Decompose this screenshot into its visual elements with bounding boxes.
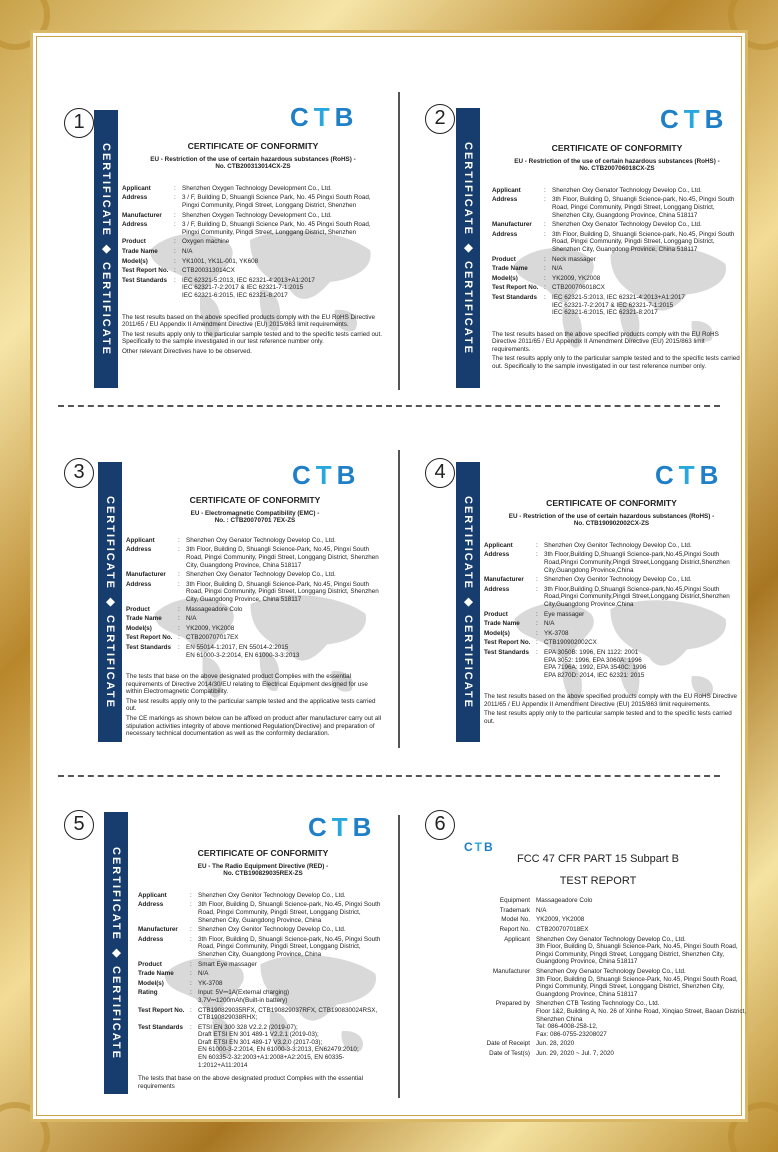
field-row xyxy=(122,267,384,275)
field-label: Trade Name xyxy=(122,247,158,255)
field-row xyxy=(484,630,739,638)
field-value: CTB200313014CX xyxy=(182,267,235,275)
field-row xyxy=(138,892,388,900)
field-row xyxy=(126,571,384,579)
field-value: N/A xyxy=(536,906,547,914)
field-colon: : xyxy=(174,276,176,284)
certificate-title: CERTIFICATE OF CONFORMITY xyxy=(546,498,677,508)
field-row xyxy=(492,187,742,195)
field-label: Test Report No. xyxy=(484,639,531,647)
field-colon: : xyxy=(174,257,176,265)
statement-paragraph: The tests that base on the above designated product Complies with the essential requirements of Directive 2014/30/EU relating to Electrical Equipment designed for use within Electromagnetic Compatibility. xyxy=(126,673,368,696)
field-label: Model(s) xyxy=(126,624,152,632)
field-row xyxy=(122,238,384,246)
certificate-title: CERTIFICATE OF CONFORMITY xyxy=(197,848,329,858)
certificate-side-band: CERTIFICATE ◆ CERTIFICATE xyxy=(94,110,118,388)
field-row xyxy=(450,968,746,998)
field-colon: : xyxy=(544,255,546,263)
field-value: N/A xyxy=(182,247,193,255)
field-value: CTB190902002CX xyxy=(544,639,597,647)
field-row xyxy=(138,936,388,959)
field-label: Test Report No. xyxy=(138,1006,185,1014)
field-label: Manufacturer xyxy=(126,571,166,579)
row-divider xyxy=(58,775,720,777)
field-colon: : xyxy=(190,901,192,909)
field-row xyxy=(450,926,746,934)
field-row xyxy=(450,936,746,966)
field-value: YK-3708 xyxy=(198,979,223,987)
field-label: Address xyxy=(492,196,518,204)
field-label: Test Report No. xyxy=(126,634,173,642)
field-row xyxy=(492,256,742,264)
field-label: Product xyxy=(492,255,516,263)
field-row xyxy=(492,284,742,292)
field-row xyxy=(450,907,746,915)
field-label: Trade Name xyxy=(484,620,520,628)
field-value: Shenzhen Oxy Genator Technology Develop Co., Ltd. 3th Floor, Building D, Shuangli Science-Park, No.45, Pingxi South Road, Pingxi Community, Pingdi Street, Longgang District, Shenzhen City, Guangdong Province, China 518117 xyxy=(536,967,738,998)
field-row xyxy=(138,989,388,1004)
field-colon: : xyxy=(544,230,546,238)
field-colon: : xyxy=(174,184,176,192)
statement-paragraph: The test results apply only to the particular sample tested and the applicative tests carried out. xyxy=(126,697,376,713)
field-row xyxy=(122,185,384,193)
field-colon: : xyxy=(190,989,192,997)
field-row xyxy=(492,275,742,283)
field-label: Model(s) xyxy=(138,979,164,987)
field-label: Manufacturer xyxy=(122,211,162,219)
field-label: Test Standards xyxy=(122,276,168,284)
field-label: Test Standards xyxy=(492,293,538,301)
certificate-side-band: CERTIFICATE ◆ CERTIFICATE xyxy=(104,812,128,1094)
field-row xyxy=(126,634,384,642)
field-value: Oxygen machine xyxy=(182,238,230,246)
field-label: Trade Name xyxy=(126,615,162,623)
field-colon: : xyxy=(178,605,180,613)
field-colon: : xyxy=(536,541,538,549)
field-label: Test Standards xyxy=(484,648,530,656)
field-label: Applicant xyxy=(122,184,151,192)
certificate-number-badge: 4 xyxy=(425,458,455,488)
field-value: 3 / F, Building D, Shuangli Science Park, No. 45 Pingxi South Road, Pingxi Community, Pingdi Street, Longgang District, Shenzhen xyxy=(182,194,371,209)
field-row xyxy=(450,916,746,924)
field-row xyxy=(126,606,384,614)
certificate-1 xyxy=(122,143,384,355)
field-row xyxy=(138,1024,388,1070)
statement-paragraph: Other relevant Directives have to be observed. xyxy=(122,347,252,355)
field-label: Prepared by xyxy=(495,1000,530,1008)
field-colon: : xyxy=(544,293,546,301)
field-label: Address xyxy=(138,901,164,909)
field-label: Trademark xyxy=(499,906,530,914)
field-value: 3th Floor,Building D,Shuangli Science-park,No.45,Pingxi South Road,Pingxi Community,Pingdi Street,Longgang District,Shenzhen City,Guangdong Province,China xyxy=(544,551,730,574)
field-value: Shenzhen Oxy Genator Technology Develop Co., Ltd. xyxy=(552,221,702,229)
field-colon: : xyxy=(174,238,176,246)
field-label: Model(s) xyxy=(484,629,510,637)
statement-paragraph: The test results based on the above specified products comply with the EU RoHS Directive 2011/65 / EU Appendix II Amendment Directive (EU) 2015/863 limit requirements. xyxy=(492,330,719,353)
field-label: Report No. xyxy=(499,925,530,933)
field-value: Massageadore Colo xyxy=(536,897,593,905)
field-label: Product xyxy=(126,605,150,613)
certificate-3 xyxy=(126,497,384,738)
field-value: Shenzhen Oxygen Technology Development Co., Ltd. xyxy=(182,184,332,192)
field-row xyxy=(484,576,739,584)
field-value: ETSI EN 300 328 V2.2.2 (2019-07); Draft ETSI EN 301 489-1 V2.2.1 (2019-03); Draft ETSI EN 301 489-17 V3.2.0 (2017-03); EN 61000-3-2:2014, EN 61000-3-3:2013, EN62479:2010; EN 60335-2-32:2003+A1:2008+A2:2015, EN 60335-1:2012+A11:2014 xyxy=(198,1023,359,1069)
field-colon: : xyxy=(536,620,538,628)
field-row xyxy=(126,537,384,545)
field-row xyxy=(492,231,742,254)
field-row xyxy=(138,980,388,988)
field-label: Trade Name xyxy=(492,265,528,273)
field-value: YK2009, YK2008 xyxy=(536,916,585,924)
field-value: N/A xyxy=(552,265,563,273)
field-value: Shenzhen Oxy Genator Technology Develop Co., Ltd. xyxy=(186,536,336,544)
field-row xyxy=(126,546,384,569)
field-row xyxy=(138,926,388,934)
field-row xyxy=(484,611,739,619)
certificate-directive: EU - Restriction of the use of certain hazardous substances (RoHS) - xyxy=(508,512,715,520)
field-value: IEC 62321-5:2013, IEC 62321-4:2013+A1:2017 IEC 62321-7-2:2017 & IEC 62321-7-1:2015 IEC 62321-6:2015, IEC 62321-8:2017 xyxy=(552,293,685,317)
ctb-logo: CTB xyxy=(290,102,359,132)
field-label: Trade Name xyxy=(138,970,174,978)
field-value: 3 / F, Building D, Shuangli Science Park, No. 45 Pingxi South Road, Pingxi Community, Pingdi Street, Longgang District, Shenzhen xyxy=(182,221,371,236)
field-value: YK2009, YK2008 xyxy=(552,274,601,282)
field-colon: : xyxy=(178,546,180,554)
field-value: 3th Floor, Building D, Shuangli Science-Park, No.45, Pingxi South Road, Pingxi Community, Pingdi Street, Longgang District, Shenzhen City, Guangdong Province, China 518117 xyxy=(186,546,379,569)
field-label: Applicant xyxy=(504,935,530,943)
statement-paragraph: The tests that base on the above designated product Complies with the essential requirements xyxy=(138,1075,364,1090)
field-colon: : xyxy=(190,1006,192,1014)
field-row xyxy=(450,1050,746,1058)
field-colon: : xyxy=(190,891,192,899)
field-value: Shenzhen Oxygen Technology Development Co., Ltd. xyxy=(182,211,332,219)
field-label: Model(s) xyxy=(492,274,518,282)
statement-paragraph: The test results based on the above specified products comply with the EU RoHS Directive 2011/65 / EU Appendix II Amendment Directive (EU) 2015/863 limit requirements. xyxy=(122,313,376,329)
ctb-logo: CTB xyxy=(660,104,729,134)
field-colon: : xyxy=(536,610,538,618)
column-divider xyxy=(398,92,400,390)
field-row xyxy=(484,649,739,679)
field-value: 3th Floor, Building D, Shuangli Science-park, No.45, Pingxi South Road, Pingxi Community, Pingdi Street, Longgang District, Shenzhen City, Guangdong Province, China xyxy=(198,901,381,924)
field-colon: : xyxy=(178,624,180,632)
field-value: Shenzhen Oxy Genitor Technology Develop Co., Ltd. xyxy=(544,576,692,584)
field-label: Manufacturer xyxy=(492,221,532,229)
field-row xyxy=(492,221,742,229)
field-row xyxy=(138,970,388,978)
field-value: YK-3708 xyxy=(544,629,569,637)
field-colon: : xyxy=(544,274,546,282)
field-label: Address xyxy=(126,580,152,588)
field-label: Rating xyxy=(138,989,158,997)
field-row xyxy=(484,542,739,550)
field-label: Date of Receipt xyxy=(486,1040,530,1048)
field-colon: : xyxy=(544,196,546,204)
field-row xyxy=(126,625,384,633)
field-row xyxy=(450,897,746,905)
field-value: Shenzhen Oxy Genitor Technology Develop Co., Ltd. xyxy=(198,891,346,899)
certificate-title: CERTIFICATE OF CONFORMITY xyxy=(189,495,321,505)
field-colon: : xyxy=(536,648,538,656)
field-label: Model(s) xyxy=(122,257,148,265)
field-value: 3th Floor, Building D, Shuangli Science-Park, No.45, Pingxi South Road, Pingxi Community, Pingdi Street, Longgang District, Shenzhen City, Guangdong Province, China 518117 xyxy=(186,580,379,603)
field-colon: : xyxy=(174,247,176,255)
field-value: IEC 62321-5:2013, IEC 62321-4:2013+A1:2017 IEC 62321-7-2:2017 & IEC 62321-7-1:2015 IEC 62321-6:2015, IEC 62321-8:2017 xyxy=(182,276,315,299)
field-colon: : xyxy=(178,643,180,651)
field-colon: : xyxy=(178,580,180,588)
field-colon: : xyxy=(190,926,192,934)
field-colon: : xyxy=(536,551,538,559)
field-label: Applicant xyxy=(138,891,167,899)
certificate-no: No. : CTB20070701 7EX-ZS xyxy=(214,517,296,525)
field-value: EPA 3050B: 1996, EN 1122: 2001 EPA 3052: 1996, EPA 3060A: 1996 EPA 7196A: 1992, EPA 3540C: 1996 EPA 8270D: 2014, IEC 62321: 2015 xyxy=(544,648,647,679)
field-label: Manufacturer xyxy=(492,967,530,975)
field-row xyxy=(484,586,739,609)
certificate-directive: EU - Restriction of the use of certain hazardous substances (RoHS) - xyxy=(514,157,720,165)
field-colon: : xyxy=(190,935,192,943)
field-row xyxy=(126,644,384,659)
field-row xyxy=(122,221,384,236)
field-label: Model No. xyxy=(501,916,530,924)
field-row xyxy=(492,196,742,219)
field-label: Test Report No. xyxy=(492,284,539,292)
statement-paragraph: The CE markings as shown below can be affixed on product after manufacturer carry out all stipulation activities integrity of above mentioned Regulation(Directive) and preparation of necessary technical documentation as well as the conformity declaration. xyxy=(126,715,382,738)
ctb-logo: CTB xyxy=(292,460,361,490)
field-row xyxy=(126,581,384,604)
field-label: Manufacturer xyxy=(484,576,524,584)
certificate-side-band: CERTIFICATE ◆ CERTIFICATE xyxy=(98,462,122,742)
field-value: Shenzhen Oxy Genitor Technology Develop Co., Ltd. xyxy=(544,541,692,549)
field-row xyxy=(484,551,739,574)
field-colon: : xyxy=(178,571,180,579)
field-value: Shenzhen Oxy Genator Technology Develop Co., Ltd. xyxy=(186,571,336,579)
field-value: CTB200706018CX xyxy=(552,284,605,292)
field-value: CTB190829035RFX, CTB190829037RFX, CTB190830024RSX, CTB190829038RHX; xyxy=(198,1006,378,1022)
field-value: Jun. 28, 2020 xyxy=(536,1040,575,1048)
column-divider xyxy=(398,450,400,748)
field-colon: : xyxy=(178,615,180,623)
field-label: Date of Test(s) xyxy=(489,1049,530,1057)
certificate-number-badge: 2 xyxy=(425,104,455,134)
field-colon: : xyxy=(544,284,546,292)
field-label: Manufacturer xyxy=(138,926,178,934)
field-row xyxy=(484,639,739,647)
certificate-side-band: CERTIFICATE ◆ CERTIFICATE xyxy=(456,108,480,388)
field-value: N/A xyxy=(198,970,209,978)
field-label: Applicant xyxy=(484,541,513,549)
field-value: EN 55014-1:2017, EN 55014-2:2015 EN 61000-3-2:2014, EN 61000-3-3:2013 xyxy=(186,643,300,659)
field-value: CTB200707018EX xyxy=(536,925,589,933)
field-colon: : xyxy=(174,267,176,275)
certificate-title: CERTIFICATE OF CONFORMITY xyxy=(187,141,319,151)
certificate-4 xyxy=(484,500,739,726)
field-value: YK2009, YK2008 xyxy=(186,624,235,632)
certificate-no: No. CTB200313014CX-ZS xyxy=(215,163,291,171)
certificate-directive: EU - Electromagnetic Compatibility (EMC) - xyxy=(190,509,320,517)
field-row xyxy=(492,265,742,273)
certificate-directive: EU - Restriction of the use of certain hazardous substances (RoHS) - xyxy=(150,155,356,163)
field-value: CTB200707017EX xyxy=(186,634,239,642)
certificate-title: CERTIFICATE OF CONFORMITY xyxy=(551,143,683,153)
certificate-no: No. CTB200706018CX-ZS xyxy=(579,165,655,173)
field-value: Eye massager xyxy=(544,610,585,618)
field-value: Shenzhen Oxy Genator Technology Develop Co., Ltd. 3th Floor, Building D, Shuangli Science-Park, No.45, Pingxi South Road, Pingxi Community, Pingdi Street, Longgang District, Shenzhen City, Guangdong Province, China 518117 xyxy=(536,935,738,966)
field-colon: : xyxy=(544,221,546,229)
field-value: Shenzhen CTB Testing Technology Co., Ltd. Floor 1&2, Building A, No. 26 of Xinhe Road, Xinqiao Street, Baoan District, Shenzhen China Tel: 086-4008-258-12, Fax: 086-0755-23208027 xyxy=(536,1000,747,1038)
report-subtitle: TEST REPORT xyxy=(559,874,637,887)
field-row xyxy=(122,258,384,266)
certificate-no: No. CTB190902002CX-ZS xyxy=(573,520,650,528)
row-divider xyxy=(58,405,720,407)
field-row xyxy=(138,1007,388,1022)
field-colon: : xyxy=(536,629,538,637)
field-label: Test Standards xyxy=(138,1023,184,1031)
certificate-number-badge: 5 xyxy=(64,810,94,840)
field-row xyxy=(138,961,388,969)
field-value: 3th Floor, Building D, Shuangli Science-park, No.45, Pingxi South Road, Pingxi Community, Pingdi Street, Longgang District, Shenzhen City, Guangdong Province, China 518117 xyxy=(552,196,735,219)
fcc-test-report xyxy=(450,853,747,1057)
field-row xyxy=(122,248,384,256)
field-row xyxy=(126,615,384,623)
field-label: Product xyxy=(138,960,162,968)
field-label: Address xyxy=(484,551,510,559)
field-label: Address xyxy=(492,230,518,238)
field-label: Address xyxy=(126,546,152,554)
field-label: Test Standards xyxy=(126,643,172,651)
field-row xyxy=(122,194,384,209)
statement-paragraph: The test results based on the above specified products comply with the EU RoHS Directive 2011/65 / EU Appendix II Amendment Directive (EU) 2015/863 limit requirements. xyxy=(484,693,738,708)
field-row xyxy=(450,1040,746,1048)
field-value: Shenzhen Oxy Genitor Technology Develop Co., Ltd. xyxy=(198,926,346,934)
field-value: N/A xyxy=(186,615,197,623)
certificate-number-badge: 6 xyxy=(425,810,455,840)
column-divider xyxy=(398,815,400,1098)
field-value: YK1001, YK1L-001, YK608 xyxy=(182,257,259,265)
field-row xyxy=(484,620,739,628)
ctb-logo: CTB xyxy=(308,812,377,842)
field-colon: : xyxy=(544,186,546,194)
field-value: Shenzhen Oxy Genator Technology Develop Co., Ltd. xyxy=(552,186,702,194)
field-value: 3th Floor,Building D,Shuangli Science-park,No.45,Pingxi South Road,Pingxi Community,Pingdi Street,Longgang District,Shenzhen City,Guangdong Province,China xyxy=(544,585,730,608)
field-colon: : xyxy=(174,194,176,202)
certificate-5 xyxy=(138,850,388,1090)
field-label: Address xyxy=(122,221,148,229)
statement-paragraph: The test results apply only to the particular sample tested and to the specific tests carried out. xyxy=(484,710,732,726)
field-row xyxy=(122,212,384,220)
field-row xyxy=(450,1000,746,1038)
statement-paragraph: The test results apply only to the particular sample tested and to the specific tests carried out. Specifically to the sample investigated in our test reference number only. xyxy=(122,330,383,346)
field-colon: : xyxy=(174,211,176,219)
field-colon: : xyxy=(536,585,538,593)
field-colon: : xyxy=(190,960,192,968)
certificate-no: No. CTB190829035REX-ZS xyxy=(223,870,303,878)
field-colon: : xyxy=(178,634,180,642)
field-value: Neck massager xyxy=(552,255,596,263)
field-colon: : xyxy=(174,221,176,229)
certificate-number-badge: 3 xyxy=(64,458,94,488)
certificate-side-band: CERTIFICATE ◆ CERTIFICATE xyxy=(456,462,480,742)
field-value: Input: 5V⎓1A(External charging) 3.7V⎓1200mAh(Built-in battery) xyxy=(198,989,290,1004)
field-label: Product xyxy=(484,610,508,618)
field-label: Applicant xyxy=(492,186,521,194)
field-colon: : xyxy=(190,1023,192,1031)
ctb-logo: CTB xyxy=(655,460,724,490)
field-colon: : xyxy=(190,970,192,978)
field-colon: : xyxy=(544,265,546,273)
field-value: Massageadore Colo xyxy=(186,605,243,613)
field-row xyxy=(492,294,742,317)
field-label: Address xyxy=(484,585,510,593)
field-row xyxy=(138,901,388,924)
field-colon: : xyxy=(536,576,538,584)
certificate-number-badge: 1 xyxy=(64,108,94,138)
field-label: Test Report No. xyxy=(122,267,169,275)
field-colon: : xyxy=(536,639,538,647)
field-label: Product xyxy=(122,238,146,246)
certificate-2 xyxy=(492,145,742,371)
statement-paragraph: The test results apply only to the particular sample tested and to the specific tests carried out. Specifically to the sample investigated in our test reference number only. xyxy=(492,355,740,371)
certificate-directive: EU - The Radio Equipment Directive (RED) - xyxy=(197,862,329,870)
field-value: Smart Eye massager xyxy=(198,960,257,968)
field-colon: : xyxy=(190,979,192,987)
field-value: 3th Floor, Building D, Shuangli Science-park, No.45, Pingxi South Road, Pingxi Community, Pingdi Street, Longgang District, Shenzhen City, Guangdong Province, China 518117 xyxy=(552,230,735,253)
field-label: Address xyxy=(138,935,164,943)
field-value: 3th Floor, Building D, Shuangli Science-park, No.45, Pingxi South Road, Pingxi Community, Pingdi Street, Longgang District, Shenzhen City, Guangdong Province, China xyxy=(198,935,381,958)
ctb-logo: CTB xyxy=(464,840,495,854)
field-label: Applicant xyxy=(126,536,155,544)
field-colon: : xyxy=(178,536,180,544)
field-label: Address xyxy=(122,194,148,202)
report-title: FCC 47 CFR PART 15 Subpart B xyxy=(516,853,679,865)
field-value: Jun. 29, 2020 ~ Jul. 7, 2020 xyxy=(536,1049,614,1057)
field-value: N/A xyxy=(544,620,555,628)
field-label: Equipment xyxy=(499,897,530,905)
field-row xyxy=(122,277,384,300)
